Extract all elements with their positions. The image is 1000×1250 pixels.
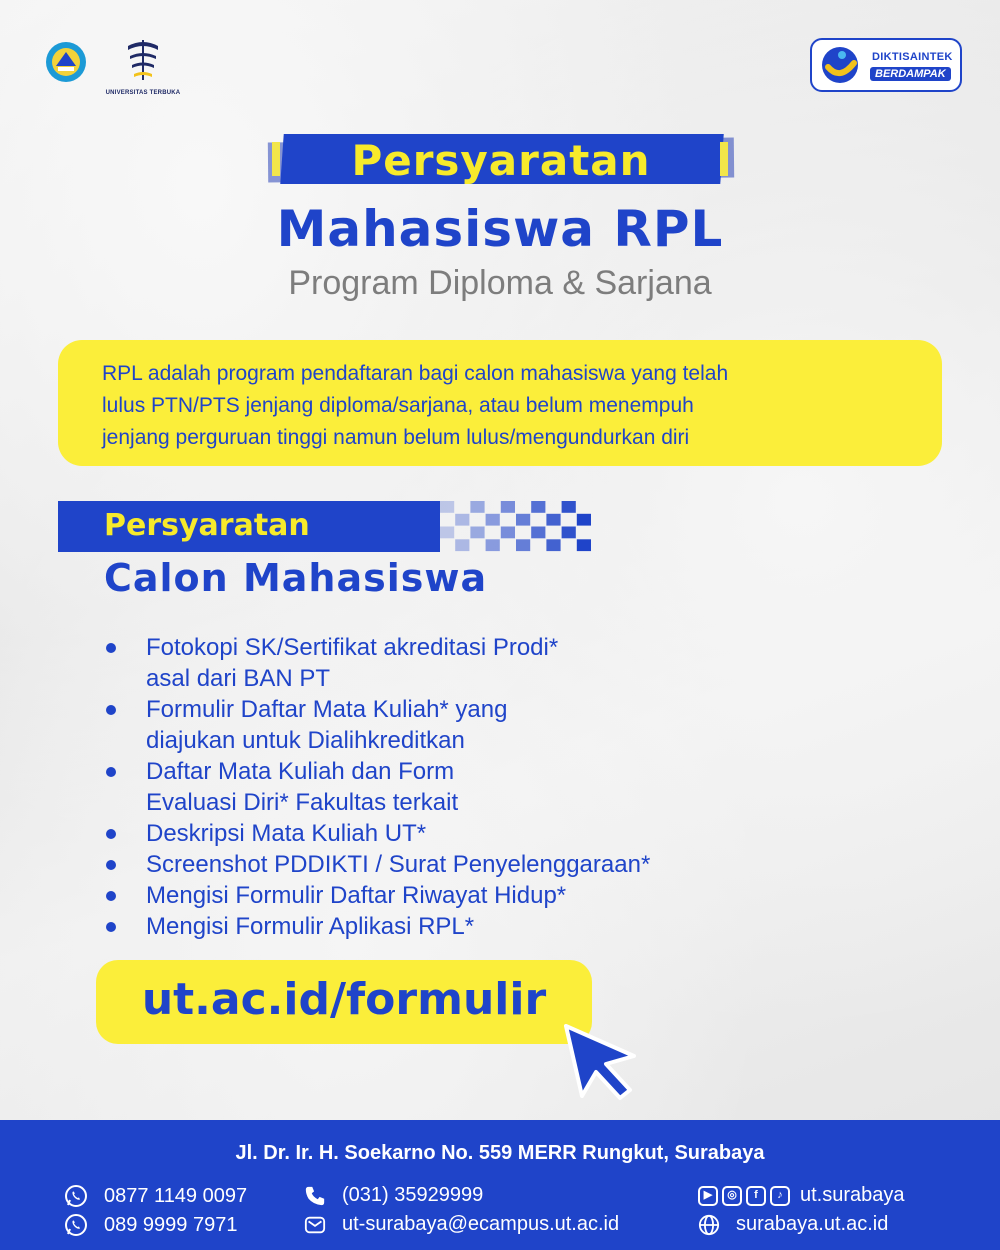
globe-icon (698, 1214, 720, 1236)
whatsapp-icon (64, 1184, 88, 1208)
list-item-line: Mengisi Formulir Daftar Riwayat Hidup* (146, 882, 567, 909)
checker-pattern (440, 501, 592, 552)
dikti-line2: BERDAMPAK (870, 67, 951, 81)
description-box (58, 340, 942, 466)
description-line: jenjang perguruan tinggi namun belum lulus/mengundurkan diri (102, 426, 690, 449)
social-media-contact[interactable] (698, 1184, 905, 1207)
description-line: RPL adalah program pendaftaran bagi calon mahasiswa yang telah (102, 362, 729, 385)
ut-caption: UNIVERSITAS TERBUKA (105, 90, 181, 96)
email-icon (304, 1214, 326, 1236)
section-heading: Calon Mahasiswa (104, 556, 488, 600)
page-title: Mahasiswa RPL (276, 200, 724, 258)
youtube-icon: ▶ (698, 1186, 718, 1206)
description-line: lulus PTN/PTS jenjang diploma/sarjana, atau belum menempuh (102, 394, 694, 417)
whatsapp-contact-2[interactable] (64, 1213, 237, 1237)
tiktok-icon: ♪ (770, 1186, 790, 1206)
list-item (102, 849, 782, 880)
list-item-line: Daftar Mata Kuliah dan Form (146, 758, 455, 785)
phone-icon (304, 1185, 326, 1207)
footer (0, 1120, 1000, 1250)
requirements-list (102, 632, 782, 942)
list-item-line: Mengisi Formulir Aplikasi RPL* (146, 913, 475, 940)
kemdikbud-logo (42, 40, 90, 84)
list-item-line: Screenshot PDDIKTI / Surat Penyelenggaraan* (146, 851, 651, 878)
page-subtitle: Program Diploma & Sarjana (288, 264, 712, 302)
social-handle: ut.surabaya (800, 1184, 905, 1206)
list-item-line: Formulir Daftar Mata Kuliah* yang (146, 696, 508, 723)
list-item-line: diajukan untuk Dialihkreditkan (146, 727, 465, 754)
title-tag (268, 130, 734, 188)
list-item-line: Evaluasi Diri* Fakultas terkait (146, 789, 459, 816)
list-item (102, 756, 782, 818)
instagram-icon: ◎ (722, 1186, 742, 1206)
phone-number: (031) 35929999 (342, 1184, 484, 1206)
list-item (102, 694, 782, 756)
whatsapp-number-1: 0877 1149 0097 (104, 1184, 248, 1207)
email-contact[interactable] (304, 1213, 619, 1236)
footer-address: Jl. Dr. Ir. H. Soekarno No. 559 MERR Rungkut, Surabaya (235, 1142, 765, 1164)
universitas-terbuka-logo (104, 36, 182, 102)
title-tag-text: Persyaratan (351, 136, 651, 185)
cursor-arrow-icon (560, 1020, 644, 1104)
list-item (102, 880, 782, 911)
whatsapp-number-2: 089 9999 7971 (104, 1213, 238, 1236)
whatsapp-icon (64, 1213, 88, 1237)
facebook-icon: f (746, 1186, 766, 1206)
list-item (102, 911, 782, 942)
list-item-line: Deskripsi Mata Kuliah UT* (146, 820, 427, 847)
website-url: surabaya.ut.ac.id (736, 1213, 889, 1235)
list-item (102, 632, 782, 694)
formulir-link-text: ut.ac.id/formulir (141, 974, 547, 1025)
whatsapp-contact-1[interactable] (64, 1184, 247, 1208)
section-tag-text: Persyaratan (104, 508, 310, 543)
diktisaintek-berdampak-logo (810, 38, 962, 92)
email-address: ut-surabaya@ecampus.ut.ac.id (342, 1213, 620, 1235)
formulir-link[interactable] (96, 960, 592, 1044)
dikti-line1: DIKTISAINTEK (872, 51, 953, 63)
list-item-line: Fotokopi SK/Sertifikat akreditasi Prodi* (146, 634, 559, 661)
list-item-line: asal dari BAN PT (146, 665, 331, 692)
website-contact[interactable] (698, 1213, 888, 1236)
list-item (102, 818, 782, 849)
phone-contact[interactable] (304, 1184, 483, 1207)
